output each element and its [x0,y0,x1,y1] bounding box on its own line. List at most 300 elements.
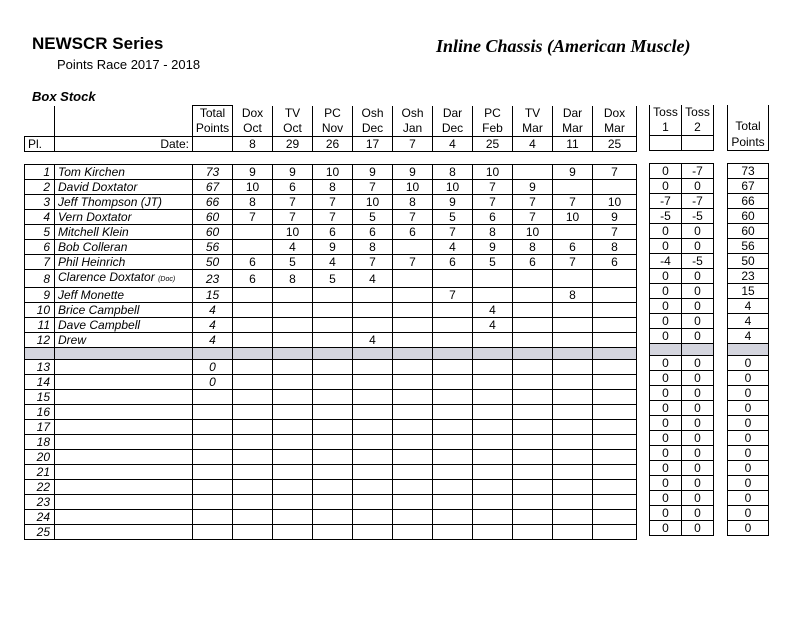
toss-2-value: 0 [682,224,714,239]
race-points [553,390,593,405]
toss-row [650,194,714,209]
final-row [728,506,769,521]
race-points [553,465,593,480]
toss-num: 1 [662,120,669,134]
race-points [553,480,593,495]
total-points: 23 [193,270,233,288]
total-header-top: Total [199,106,226,120]
table-row [25,318,637,333]
toss-header-row [650,105,714,136]
racer-name [55,435,193,450]
final-row [728,371,769,386]
final-total-value: 66 [728,194,769,209]
racer-name [55,375,193,390]
table-row [25,420,637,435]
race-date: 7 [393,137,433,152]
race-points: 10 [593,195,637,210]
gap-cell [593,152,637,165]
race-points: 10 [473,165,513,180]
race-points: 7 [233,210,273,225]
race-points [473,525,513,540]
toss-1-value: 0 [650,521,682,536]
race-points: 7 [473,195,513,210]
race-points [313,465,353,480]
race-points: 8 [553,288,593,303]
race-month: Jan [402,121,423,135]
toss-1-value: 0 [650,446,682,461]
race-points [273,405,313,420]
race-points: 7 [393,210,433,225]
race-points: 8 [513,240,553,255]
race-points [353,360,393,375]
final-total-value: 0 [728,491,769,506]
table-row [25,210,637,225]
separator-cell [593,348,637,360]
racer-name-text: Tom Kirchen [58,165,125,179]
toss-row [650,386,714,401]
racer-name [55,405,193,420]
race-points: 10 [433,180,473,195]
race-date: 29 [273,137,313,152]
toss-row [650,284,714,299]
table-row [25,270,637,288]
gap-cell [473,152,513,165]
table-row [25,495,637,510]
race-points [433,318,473,333]
race-points [353,435,393,450]
race-points [313,510,353,525]
place-number: 8 [25,270,55,288]
racer-name-text: Jeff Thompson (JT) [58,195,163,209]
racer-name [55,420,193,435]
race-points [593,480,637,495]
race-month: Mar [522,121,543,135]
final-total-value: 0 [728,476,769,491]
place-number: 1 [25,165,55,180]
place-number: 16 [25,405,55,420]
race-points [233,405,273,420]
date-row [25,137,637,152]
toss-2-value: 0 [682,461,714,476]
race-header [233,106,273,137]
race-points: 10 [353,195,393,210]
race-points: 10 [313,165,353,180]
toss-2-value: 0 [682,314,714,329]
race-points [473,510,513,525]
race-points: 4 [433,240,473,255]
race-points [273,525,313,540]
race-points [393,450,433,465]
race-track: TV [524,106,541,120]
race-points: 7 [433,225,473,240]
race-points [273,450,313,465]
race-points [553,303,593,318]
race-points [313,495,353,510]
toss-date-row [650,136,714,151]
final-total-value: 0 [728,506,769,521]
race-header [513,106,553,137]
race-points [233,420,273,435]
toss-row [650,164,714,179]
place-number: 3 [25,195,55,210]
race-points [473,288,513,303]
race-points [233,240,273,255]
toss-2-value: 0 [682,491,714,506]
race-points [233,390,273,405]
race-points: 6 [433,255,473,270]
race-points [233,510,273,525]
total-points: 0 [193,360,233,375]
race-track: PC [324,106,341,120]
race-points [233,288,273,303]
toss-row [650,314,714,329]
race-points [393,270,433,288]
race-points [313,405,353,420]
gap-cell [553,152,593,165]
total-points [193,450,233,465]
race-points: 9 [313,240,353,255]
race-points: 9 [393,165,433,180]
race-points: 4 [353,333,393,348]
total-points: 4 [193,303,233,318]
toss-row [650,299,714,314]
racer-name [55,495,193,510]
place-number: 11 [25,318,55,333]
race-points [553,420,593,435]
toss-2-value: 0 [682,506,714,521]
racer-name [55,465,193,480]
toss-1-value: 0 [650,299,682,314]
toss-2-value: 0 [682,371,714,386]
gap-cell [353,152,393,165]
race-points [393,525,433,540]
race-points [513,435,553,450]
race-month: Dec [361,121,384,135]
racer-name-text: Clarence Doxtator [58,270,155,284]
toss-row [650,476,714,491]
table-row [25,435,637,450]
race-month: Oct [283,121,302,135]
race-points [513,318,553,333]
race-track: Dar [562,106,583,120]
gap-cell [513,152,553,165]
toss-table [649,105,714,536]
toss-row [650,416,714,431]
toss-2-value: 0 [682,284,714,299]
total-points [193,495,233,510]
toss-2-value: 0 [682,329,714,344]
series-title: NEWSCR Series [32,34,164,53]
race-points [393,288,433,303]
race-points [393,420,433,435]
final-total-value: 4 [728,314,769,329]
race-track: TV [284,106,301,120]
race-points: 9 [473,240,513,255]
chassis-class-title: Inline Chassis (American Muscle) [436,36,691,56]
race-points: 6 [353,225,393,240]
race-points [593,495,637,510]
toss-2-value: 0 [682,521,714,536]
race-points: 9 [273,165,313,180]
final-row [728,329,769,344]
race-points: 7 [313,210,353,225]
race-points [473,420,513,435]
table-row [25,180,637,195]
race-points [433,333,473,348]
race-points [593,465,637,480]
final-row [728,416,769,431]
race-points [393,405,433,420]
final-row [728,284,769,299]
date-blank [193,137,233,152]
racer-name-text: Bob Colleran [58,240,128,254]
points-race-subtitle: Points Race 2017 - 2018 [57,57,201,72]
racer-name [55,360,193,375]
race-points [233,225,273,240]
race-points: 6 [393,225,433,240]
race-points [593,390,637,405]
final-total-value: 23 [728,269,769,284]
race-points [433,303,473,318]
final-row [728,314,769,329]
race-points [273,495,313,510]
race-points [353,465,393,480]
racer-nickname: (Doc) [158,276,176,283]
header-blank [55,106,193,137]
toss-2-value: 0 [682,179,714,194]
toss-1-value: 0 [650,506,682,521]
race-track: Osh [361,106,384,120]
final-total-value: 0 [728,416,769,431]
race-points [473,450,513,465]
final-total-value: 60 [728,209,769,224]
toss-1-value: 0 [650,476,682,491]
race-points [473,495,513,510]
place-number: 25 [25,525,55,540]
place-number: 2 [25,180,55,195]
total-points [193,465,233,480]
racer-name [55,303,193,318]
final-row [728,461,769,476]
table-row [25,225,637,240]
final-row [728,179,769,194]
race-points [393,390,433,405]
race-points [553,375,593,390]
place-number: 5 [25,225,55,240]
gap-cell [728,151,769,164]
race-points [393,240,433,255]
race-points [593,318,637,333]
race-points: 6 [513,255,553,270]
race-points [593,510,637,525]
race-points [273,480,313,495]
final-row [728,239,769,254]
racer-name [55,510,193,525]
race-points [313,450,353,465]
toss-1-value: 0 [650,431,682,446]
toss-1-value: 0 [650,371,682,386]
final-total-value: 0 [728,356,769,371]
race-points [513,288,553,303]
race-points [593,525,637,540]
race-points [273,333,313,348]
header-row [25,106,637,137]
toss-2-value: 0 [682,476,714,491]
toss-row [650,401,714,416]
race-points [473,375,513,390]
race-points: 6 [473,210,513,225]
racer-name-text: Phil Heinrich [58,255,126,269]
race-points: 5 [353,210,393,225]
race-points [513,510,553,525]
toss-row [650,446,714,461]
race-points [433,525,473,540]
race-month: Feb [482,121,503,135]
race-points: 7 [393,255,433,270]
separator-row [650,344,714,356]
race-points: 4 [473,303,513,318]
total-points [193,420,233,435]
race-points: 6 [233,270,273,288]
place-number: 7 [25,255,55,270]
toss-1-value: 0 [650,224,682,239]
race-points [353,420,393,435]
separator-cell [25,348,55,360]
race-points [353,480,393,495]
place-number: 22 [25,480,55,495]
race-points [433,450,473,465]
racer-name-text: Vern Doxtator [58,210,132,224]
separator-cell [353,348,393,360]
race-points: 8 [353,240,393,255]
race-points [513,495,553,510]
race-date: 25 [473,137,513,152]
race-points: 9 [433,195,473,210]
final-total-value: 0 [728,461,769,476]
toss-1-value: -4 [650,254,682,269]
separator-cell [682,344,714,356]
place-number: 14 [25,375,55,390]
race-points [513,270,553,288]
racer-name [55,195,193,210]
race-points: 7 [513,210,553,225]
race-month: Mar [604,121,625,135]
race-header [553,106,593,137]
place-number: 15 [25,390,55,405]
race-points [353,525,393,540]
racer-name [55,225,193,240]
separator-cell [313,348,353,360]
race-header [393,106,433,137]
toss-1-value: -5 [650,209,682,224]
race-points [393,333,433,348]
toss-2-value: -7 [682,194,714,209]
final-total-value: 4 [728,329,769,344]
race-points: 8 [433,165,473,180]
race-points [433,435,473,450]
race-points: 8 [233,195,273,210]
final-total-value: 0 [728,401,769,416]
race-points: 7 [313,195,353,210]
race-points [353,303,393,318]
table-row [25,195,637,210]
toss-row [650,491,714,506]
race-points: 8 [313,180,353,195]
race-points: 10 [513,225,553,240]
gap-row [25,152,637,165]
race-date: 26 [313,137,353,152]
total-points: 67 [193,180,233,195]
place-number: 24 [25,510,55,525]
table-row [25,525,637,540]
race-points [593,360,637,375]
final-row [728,521,769,536]
racer-name-text: David Doxtator [58,180,138,194]
race-points [353,405,393,420]
toss-1-value: 0 [650,491,682,506]
race-track: Dox [241,106,264,120]
race-points: 4 [273,240,313,255]
table-row [25,450,637,465]
total-points: 0 [193,375,233,390]
table-row [25,465,637,480]
place-number: 10 [25,303,55,318]
date-label: Date: [55,137,193,152]
final-total-top: Total [735,119,761,133]
toss-1-value: 0 [650,314,682,329]
final-row [728,401,769,416]
final-row [728,194,769,209]
race-points: 5 [473,255,513,270]
total-points [193,435,233,450]
table-row [25,255,637,270]
race-points: 7 [273,195,313,210]
race-points: 10 [233,180,273,195]
table-row [25,375,637,390]
race-points [353,318,393,333]
separator-cell [233,348,273,360]
final-row [728,491,769,506]
toss-row [650,329,714,344]
toss-2-value: 0 [682,431,714,446]
toss-1-value: 0 [650,179,682,194]
racer-name [55,255,193,270]
separator-cell [193,348,233,360]
race-points: 7 [353,180,393,195]
table-row [25,303,637,318]
racer-name [55,180,193,195]
race-points [553,225,593,240]
toss-1-value: 0 [650,401,682,416]
separator-cell [393,348,433,360]
race-points [433,510,473,525]
place-number: 17 [25,420,55,435]
gap-cell [273,152,313,165]
race-points [433,465,473,480]
table-row [25,165,637,180]
race-points [513,165,553,180]
racer-name-text: Dave Campbell [58,318,141,332]
race-points [553,525,593,540]
final-row [728,299,769,314]
race-points [393,303,433,318]
race-points [513,360,553,375]
race-points: 7 [593,165,637,180]
final-total-value: 60 [728,224,769,239]
toss-2-value: -5 [682,209,714,224]
race-points [593,420,637,435]
race-points [233,525,273,540]
